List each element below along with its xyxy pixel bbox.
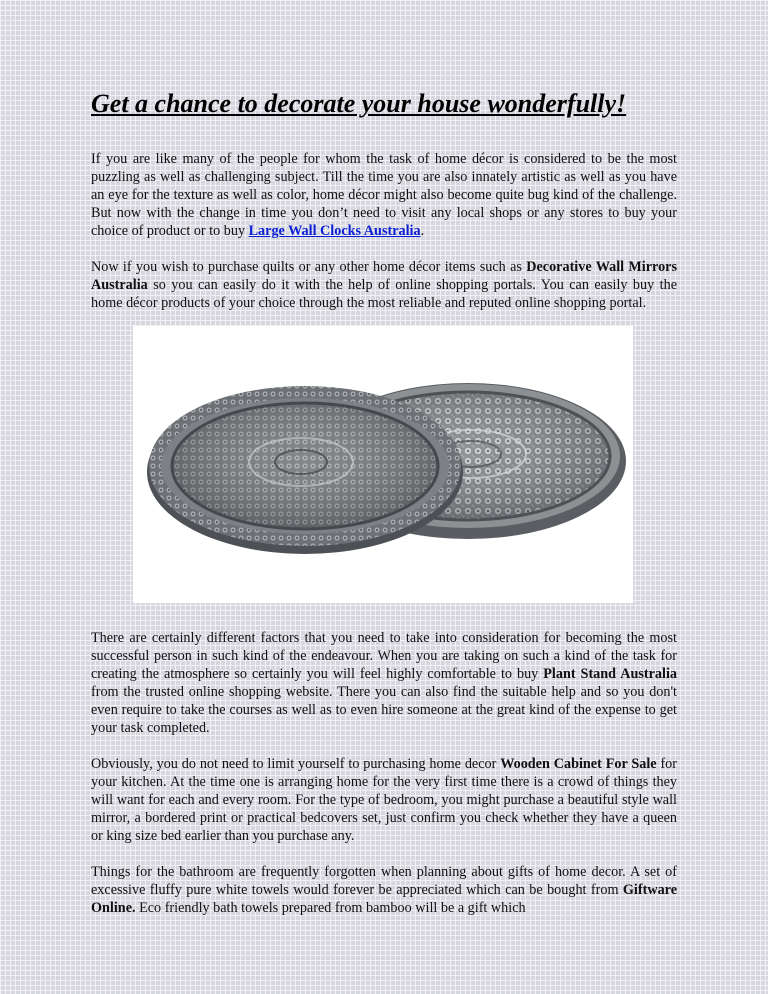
keyword-decorative-wall-mirrors: Decorative Wall Mirrors Australia [91, 259, 677, 293]
paragraph-text: If you are like many of the people for whom the task of home décor is considered to be the most puzzling as well as challenging subject. Till the time you are also innately artistic as well as you have an eye for the texture as well as color, home décor might also become quite bug kind of the challenge. But now with the change in time you don’t need to visit any local shops or any stores to buy your choice of product or to buy [91, 151, 677, 239]
keyword-plant-stand: Plant Stand Australia [543, 666, 677, 682]
paragraph-text: from the trusted online shopping website. There you can also find the suitable help and so you don't even require to take the courses as well as to even hire someone at the great kind of the expense to get your task completed. [91, 684, 677, 736]
page-title: Get a chance to decorate your house wonderfully! [91, 89, 627, 118]
paragraph-end: . [420, 223, 425, 239]
paragraph-plant-stand [91, 629, 677, 737]
paragraph-text: so you can easily do it with the help of online shopping portals. You can easily buy the home décor products of your choice through the most reliable and reputed online shopping portal. [91, 277, 677, 311]
paragraph-text: for your kitchen. At the time one is arranging home for the very first time there is a crowd of things they will want for each and every room. For the type of bedroom, you might purchase a beautiful style wall mirror, a bordered print or practical bedcovers set, just confirm you check whether they have a queen or king size bed earlier than you purchase any. [91, 756, 678, 844]
product-image-trays [133, 326, 633, 603]
paragraph-text: Eco friendly bath towels prepared from bamboo will be a gift which [135, 900, 526, 916]
document-page [91, 88, 677, 330]
paragraph-text: Now if you wish to purchase quilts or any other home décor items such as [91, 259, 527, 275]
keyword-giftware-online: Giftware Online. [91, 882, 677, 916]
paragraph-text: Things for the bathroom are frequently forgotten when planning about gifts of home decor. A set of excessive fluffy pure white towels would forever be appreciated which can be bought from [91, 864, 677, 898]
trays-illustration [133, 326, 633, 603]
paragraph-bathroom [91, 863, 677, 917]
large-wall-clocks-link[interactable]: Large Wall Clocks Australia [248, 223, 421, 239]
paragraph-wooden-cabinet [91, 755, 677, 845]
keyword-wooden-cabinet: Wooden Cabinet For Sale [500, 756, 657, 772]
document-page-continued [91, 629, 677, 935]
paragraph-mirrors [91, 258, 677, 312]
paragraph-text: Obviously, you do not need to limit yourself to purchasing home decor [91, 756, 501, 772]
paragraph-text: There are certainly different factors that you need to take into consideration for becoming the most successful person in such kind of the endeavour. When you are taking on such a kind of the task for creating the atmosphere so certainly you will feel highly comfortable to buy [91, 630, 677, 682]
paragraph-intro [91, 150, 677, 240]
